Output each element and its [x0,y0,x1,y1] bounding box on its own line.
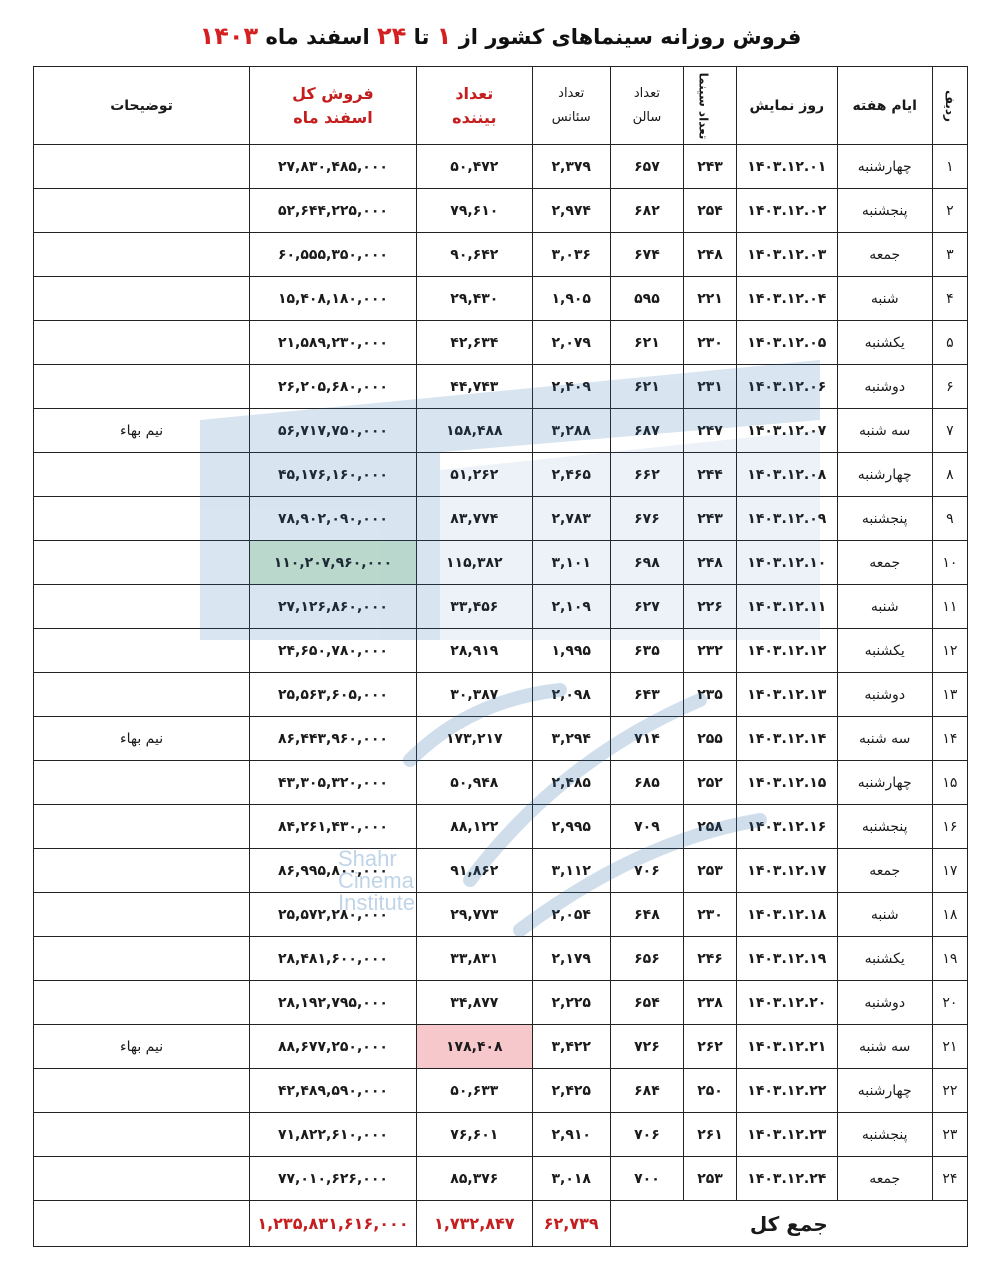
totals-viewers: ۱,۷۳۲,۸۴۷ [416,1201,532,1247]
cell-day: پنجشنبه [837,1113,932,1157]
cell-row: ۱۰ [932,541,967,585]
cell-shows: ۱,۹۰۵ [532,277,610,321]
cell-date: ۱۴۰۳.۱۲.۱۹ [736,937,837,981]
totals-sales: ۱,۲۳۵,۸۳۱,۶۱۶,۰۰۰ [250,1201,417,1247]
cell-date: ۱۴۰۳.۱۲.۱۴ [736,717,837,761]
cell-row: ۲ [932,189,967,233]
cell-row: ۲۱ [932,1025,967,1069]
cell-note [34,981,250,1025]
cell-note [34,849,250,893]
cell-cinemas: ۲۲۶ [684,585,737,629]
cell-day: پنجشنبه [837,189,932,233]
cell-cinemas: ۲۳۱ [684,365,737,409]
cell-viewers: ۲۸,۹۱۹ [416,629,532,673]
cell-halls: ۶۲۱ [610,365,684,409]
cell-note [34,497,250,541]
cell-date: ۱۴۰۳.۱۲.۰۵ [736,321,837,365]
cell-shows: ۲,۰۵۴ [532,893,610,937]
cell-viewers: ۵۱,۲۶۲ [416,453,532,497]
cell-day: پنجشنبه [837,497,932,541]
cell-day: دوشنبه [837,365,932,409]
cell-sales: ۸۶,۴۴۳,۹۶۰,۰۰۰ [250,717,417,761]
table-row [34,893,968,937]
cell-halls: ۷۱۴ [610,717,684,761]
cell-halls: ۶۸۷ [610,409,684,453]
cell-viewers: ۵۰,۹۴۸ [416,761,532,805]
cell-viewers: ۱۷۸,۴۰۸ [416,1025,532,1069]
cell-viewers: ۸۵,۳۷۶ [416,1157,532,1201]
cell-sales: ۷۸,۹۰۲,۰۹۰,۰۰۰ [250,497,417,541]
cell-shows: ۳,۱۰۱ [532,541,610,585]
cell-cinemas: ۲۵۳ [684,849,737,893]
cell-date: ۱۴۰۳.۱۲.۰۱ [736,145,837,189]
cell-row: ۸ [932,453,967,497]
cell-halls: ۶۶۲ [610,453,684,497]
cell-day: دوشنبه [837,981,932,1025]
cell-cinemas: ۲۲۱ [684,277,737,321]
table-row [34,585,968,629]
page-title [0,22,1001,50]
cell-viewers: ۹۱,۸۶۲ [416,849,532,893]
cell-shows: ۲,۹۹۵ [532,805,610,849]
cell-day: دوشنبه [837,673,932,717]
cell-date: ۱۴۰۳.۱۲.۱۷ [736,849,837,893]
cell-date: ۱۴۰۳.۱۲.۲۳ [736,1113,837,1157]
cell-shows: ۳,۰۱۸ [532,1157,610,1201]
cell-day: یکشنبه [837,629,932,673]
cell-viewers: ۲۹,۴۳۰ [416,277,532,321]
cell-cinemas: ۲۵۳ [684,1157,737,1201]
cell-viewers: ۱۵۸,۴۸۸ [416,409,532,453]
cell-shows: ۳,۰۳۶ [532,233,610,277]
cell-note [34,893,250,937]
cell-sales: ۷۷,۰۱۰,۶۲۶,۰۰۰ [250,1157,417,1201]
title-suffix: اسفند ماه [265,25,370,49]
cell-row: ۱۶ [932,805,967,849]
cell-sales: ۴۵,۱۷۶,۱۶۰,۰۰۰ [250,453,417,497]
cell-shows: ۲,۴۰۹ [532,365,610,409]
cell-note: نیم بهاء [34,1025,250,1069]
cell-sales: ۴۳,۳۰۵,۳۲۰,۰۰۰ [250,761,417,805]
cell-day: سه شنبه [837,1025,932,1069]
cell-cinemas: ۲۶۱ [684,1113,737,1157]
cell-shows: ۳,۲۸۸ [532,409,610,453]
cell-cinemas: ۲۵۲ [684,761,737,805]
header-cinemas: تعداد سینما [684,67,737,145]
table-row [34,673,968,717]
cell-day: چهارشنبه [837,1069,932,1113]
cell-date: ۱۴۰۳.۱۲.۰۶ [736,365,837,409]
cell-viewers: ۲۹,۷۷۳ [416,893,532,937]
cell-halls: ۷۰۹ [610,805,684,849]
cell-day: جمعه [837,849,932,893]
cell-sales: ۲۸,۱۹۲,۷۹۵,۰۰۰ [250,981,417,1025]
table-row [34,365,968,409]
cell-shows: ۲,۱۰۹ [532,585,610,629]
cell-cinemas: ۲۴۳ [684,145,737,189]
cell-halls: ۶۴۸ [610,893,684,937]
cell-day: چهارشنبه [837,145,932,189]
table-row [34,321,968,365]
table-row [34,937,968,981]
cell-cinemas: ۲۴۸ [684,233,737,277]
table-row [34,981,968,1025]
cell-note [34,233,250,277]
title-from: ۱ [436,22,452,50]
cell-row: ۲۲ [932,1069,967,1113]
cell-sales: ۲۵,۵۷۲,۲۸۰,۰۰۰ [250,893,417,937]
table-row [34,629,968,673]
table-row [34,233,968,277]
table-row [34,189,968,233]
cell-date: ۱۴۰۳.۱۲.۱۲ [736,629,837,673]
cell-row: ۱۹ [932,937,967,981]
cell-halls: ۷۲۶ [610,1025,684,1069]
cell-row: ۱۵ [932,761,967,805]
cell-cinemas: ۲۵۰ [684,1069,737,1113]
cell-sales: ۵۲,۶۴۴,۲۲۵,۰۰۰ [250,189,417,233]
header-row [34,67,968,145]
table-row [34,497,968,541]
cell-shows: ۲,۴۲۵ [532,1069,610,1113]
table-row [34,409,968,453]
table-row [34,1113,968,1157]
cell-halls: ۶۸۲ [610,189,684,233]
title-prefix: فروش روزانه سینماهای کشور از [458,25,802,49]
totals-shows: ۶۲,۷۳۹ [532,1201,610,1247]
cell-day: یکشنبه [837,937,932,981]
table-row [34,849,968,893]
cell-sales: ۲۵,۵۶۳,۶۰۵,۰۰۰ [250,673,417,717]
cell-note [34,629,250,673]
cell-date: ۱۴۰۳.۱۲.۱۵ [736,761,837,805]
cell-note [34,365,250,409]
cell-row: ۲۴ [932,1157,967,1201]
cell-shows: ۲,۰۷۹ [532,321,610,365]
table-row [34,761,968,805]
cell-day: یکشنبه [837,321,932,365]
cell-date: ۱۴۰۳.۱۲.۰۸ [736,453,837,497]
table-row [34,717,968,761]
table-row [34,541,968,585]
cell-day: جمعه [837,233,932,277]
cell-sales: ۸۸,۶۷۷,۲۵۰,۰۰۰ [250,1025,417,1069]
cell-sales: ۴۲,۴۸۹,۵۹۰,۰۰۰ [250,1069,417,1113]
cell-cinemas: ۲۳۰ [684,893,737,937]
cell-date: ۱۴۰۳.۱۲.۱۰ [736,541,837,585]
cell-day: شنبه [837,277,932,321]
cell-shows: ۳,۲۹۴ [532,717,610,761]
cell-date: ۱۴۰۳.۱۲.۰۹ [736,497,837,541]
cell-date: ۱۴۰۳.۱۲.۰۷ [736,409,837,453]
cell-row: ۱۸ [932,893,967,937]
cell-halls: ۶۵۶ [610,937,684,981]
cell-halls: ۶۸۴ [610,1069,684,1113]
cell-note: نیم بهاء [34,409,250,453]
cell-halls: ۵۹۵ [610,277,684,321]
cell-sales: ۲۷,۸۳۰,۴۸۵,۰۰۰ [250,145,417,189]
cell-cinemas: ۲۳۸ [684,981,737,1025]
header-weekday: ایام هفته [837,67,932,145]
cell-sales: ۲۷,۱۲۶,۸۶۰,۰۰۰ [250,585,417,629]
table-row [34,145,968,189]
cell-viewers: ۷۹,۶۱۰ [416,189,532,233]
table-row [34,277,968,321]
cell-sales: ۱۵,۴۰۸,۱۸۰,۰۰۰ [250,277,417,321]
cell-day: سه شنبه [837,409,932,453]
cell-note [34,541,250,585]
cell-note [34,321,250,365]
header-halls: تعداد سالن [610,67,684,145]
cell-viewers: ۴۴,۷۴۳ [416,365,532,409]
cell-row: ۵ [932,321,967,365]
header-viewers: تعداد بیننده [416,67,532,145]
cell-date: ۱۴۰۳.۱۲.۰۳ [736,233,837,277]
cell-day: چهارشنبه [837,761,932,805]
cell-sales: ۲۴,۶۵۰,۷۸۰,۰۰۰ [250,629,417,673]
cell-note [34,761,250,805]
cell-viewers: ۳۳,۴۵۶ [416,585,532,629]
cell-row: ۱۱ [932,585,967,629]
cell-halls: ۶۷۴ [610,233,684,277]
cell-sales: ۵۶,۷۱۷,۷۵۰,۰۰۰ [250,409,417,453]
cell-date: ۱۴۰۳.۱۲.۱۸ [736,893,837,937]
cell-sales: ۸۴,۲۶۱,۴۳۰,۰۰۰ [250,805,417,849]
cell-sales: ۲۸,۴۸۱,۶۰۰,۰۰۰ [250,937,417,981]
cell-halls: ۶۲۱ [610,321,684,365]
cell-row: ۲۰ [932,981,967,1025]
cell-viewers: ۴۲,۶۳۴ [416,321,532,365]
cell-row: ۹ [932,497,967,541]
cell-viewers: ۳۴,۸۷۷ [416,981,532,1025]
cell-note [34,277,250,321]
cell-date: ۱۴۰۳.۱۲.۰۲ [736,189,837,233]
totals-notes [34,1201,250,1247]
cell-cinemas: ۲۳۲ [684,629,737,673]
header-row-number: ردیف [932,67,967,145]
totals-row [34,1201,968,1247]
title-year: ۱۴۰۳ [199,22,259,50]
cell-row: ۲۳ [932,1113,967,1157]
cell-halls: ۶۵۴ [610,981,684,1025]
cell-viewers: ۱۱۵,۳۸۲ [416,541,532,585]
cell-shows: ۲,۲۲۵ [532,981,610,1025]
header-shows: تعداد سئانس [532,67,610,145]
cell-cinemas: ۲۵۴ [684,189,737,233]
cell-shows: ۲,۹۱۰ [532,1113,610,1157]
cell-viewers: ۵۰,۴۷۲ [416,145,532,189]
cell-row: ۷ [932,409,967,453]
cell-note [34,189,250,233]
cell-note: نیم بهاء [34,717,250,761]
cell-note [34,453,250,497]
cell-day: شنبه [837,585,932,629]
cell-cinemas: ۲۴۴ [684,453,737,497]
cell-sales: ۸۶,۹۹۵,۸۰۰,۰۰۰ [250,849,417,893]
cell-day: شنبه [837,893,932,937]
table-row [34,1025,968,1069]
cell-viewers: ۷۶,۶۰۱ [416,1113,532,1157]
cell-halls: ۶۳۵ [610,629,684,673]
cell-sales: ۷۱,۸۲۲,۶۱۰,۰۰۰ [250,1113,417,1157]
cell-halls: ۶۹۸ [610,541,684,585]
cell-viewers: ۸۸,۱۲۲ [416,805,532,849]
cell-shows: ۲,۴۶۵ [532,453,610,497]
cell-row: ۱۳ [932,673,967,717]
cell-sales: ۶۰,۵۵۵,۳۵۰,۰۰۰ [250,233,417,277]
cell-halls: ۶۴۳ [610,673,684,717]
cell-date: ۱۴۰۳.۱۲.۰۴ [736,277,837,321]
table-row [34,1069,968,1113]
cell-row: ۳ [932,233,967,277]
cell-note [34,1069,250,1113]
cell-cinemas: ۲۳۵ [684,673,737,717]
cell-note [34,1113,250,1157]
cell-row: ۱ [932,145,967,189]
cell-shows: ۲,۷۸۳ [532,497,610,541]
cell-row: ۱۴ [932,717,967,761]
cell-day: جمعه [837,541,932,585]
cell-date: ۱۴۰۳.۱۲.۲۴ [736,1157,837,1201]
cell-shows: ۲,۳۷۹ [532,145,610,189]
cell-viewers: ۱۷۳,۲۱۷ [416,717,532,761]
cell-date: ۱۴۰۳.۱۲.۲۰ [736,981,837,1025]
cell-day: پنجشنبه [837,805,932,849]
cell-viewers: ۳۰,۳۸۷ [416,673,532,717]
title-middle: تا [413,25,430,49]
cell-shows: ۳,۱۱۲ [532,849,610,893]
cell-row: ۱۷ [932,849,967,893]
cell-day: سه شنبه [837,717,932,761]
cell-date: ۱۴۰۳.۱۲.۱۱ [736,585,837,629]
cell-halls: ۶۵۷ [610,145,684,189]
cell-shows: ۱,۹۹۵ [532,629,610,673]
cell-halls: ۶۸۵ [610,761,684,805]
cell-cinemas: ۲۴۳ [684,497,737,541]
cell-cinemas: ۲۵۸ [684,805,737,849]
cell-shows: ۲,۴۸۵ [532,761,610,805]
cell-halls: ۶۷۶ [610,497,684,541]
header-notes: توضیحات [34,67,250,145]
cell-cinemas: ۲۴۶ [684,937,737,981]
cell-viewers: ۳۳,۸۳۱ [416,937,532,981]
cell-halls: ۷۰۰ [610,1157,684,1201]
cell-note [34,937,250,981]
table-row [34,453,968,497]
cell-note [34,585,250,629]
header-sales: فروش کل اسفند ماه [250,67,417,145]
table-row [34,1157,968,1201]
cell-day: جمعه [837,1157,932,1201]
cell-shows: ۲,۹۷۴ [532,189,610,233]
cell-halls: ۷۰۶ [610,849,684,893]
totals-label: جمع کل [610,1201,967,1247]
cell-note [34,673,250,717]
cell-halls: ۶۲۷ [610,585,684,629]
cell-cinemas: ۲۳۰ [684,321,737,365]
cell-date: ۱۴۰۳.۱۲.۱۳ [736,673,837,717]
cell-row: ۱۲ [932,629,967,673]
table-row [34,805,968,849]
sales-table [33,66,968,1247]
cell-row: ۶ [932,365,967,409]
title-to: ۲۴ [377,22,407,50]
cell-cinemas: ۲۴۷ [684,409,737,453]
cell-cinemas: ۲۴۸ [684,541,737,585]
cell-date: ۱۴۰۳.۱۲.۲۲ [736,1069,837,1113]
header-date: روز نمایش [736,67,837,145]
cell-cinemas: ۲۵۵ [684,717,737,761]
cell-row: ۴ [932,277,967,321]
cell-note [34,145,250,189]
cell-viewers: ۵۰,۶۳۳ [416,1069,532,1113]
cell-date: ۱۴۰۳.۱۲.۱۶ [736,805,837,849]
cell-note [34,1157,250,1201]
cell-halls: ۷۰۶ [610,1113,684,1157]
cell-day: چهارشنبه [837,453,932,497]
cell-viewers: ۹۰,۶۴۲ [416,233,532,277]
cell-cinemas: ۲۶۲ [684,1025,737,1069]
cell-sales: ۲۶,۲۰۵,۶۸۰,۰۰۰ [250,365,417,409]
cell-sales: ۱۱۰,۲۰۷,۹۶۰,۰۰۰ [250,541,417,585]
cell-shows: ۲,۱۷۹ [532,937,610,981]
cell-shows: ۳,۴۲۲ [532,1025,610,1069]
cell-date: ۱۴۰۳.۱۲.۲۱ [736,1025,837,1069]
cell-viewers: ۸۳,۷۷۴ [416,497,532,541]
cell-note [34,805,250,849]
cell-sales: ۲۱,۵۸۹,۲۳۰,۰۰۰ [250,321,417,365]
cell-shows: ۲,۰۹۸ [532,673,610,717]
watermark-text: Shahr Cinema Institute [338,846,416,915]
